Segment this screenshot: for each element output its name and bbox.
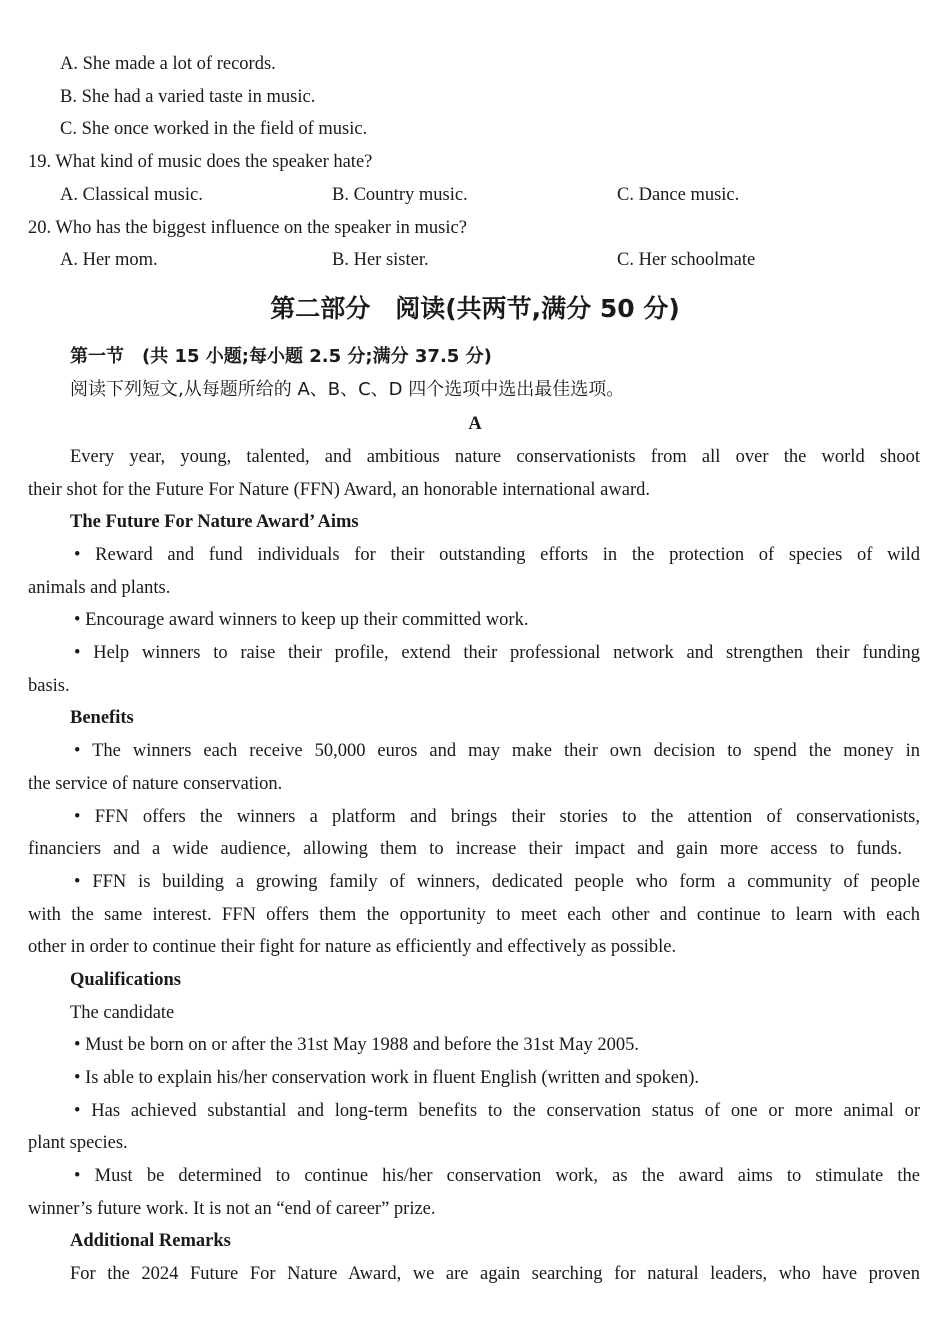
aims-heading: The Future For Nature Award’ Aims — [70, 512, 359, 532]
qualifications-line-3: • Is able to explain his/her conservation work in fluent English (written and spoken). — [74, 1068, 700, 1088]
benefits-heading: Benefits — [70, 708, 134, 728]
aims-line-5: basis. — [28, 676, 70, 696]
aims-line-3: • Encourage award winners to keep up their committed work. — [74, 610, 529, 630]
q20-option-a: A. Her mom. — [60, 250, 158, 270]
qualifications-line-1: The candidate — [70, 1003, 175, 1023]
qualifications-line-6: • Must be determined to continue his/her conservation work, as the award aims to stimulate the — [74, 1166, 920, 1186]
q20-option-c: C. Her schoolmate — [617, 250, 756, 270]
aims-line-4: • Help winners to raise their profile, extend their professional network and strengthen their funding — [74, 643, 920, 663]
q19-option-a: A. Classical music. — [60, 185, 203, 205]
qualifications-heading: Qualifications — [70, 970, 182, 990]
benefits-line-2: the service of nature conservation. — [28, 774, 283, 794]
benefits-line-5: • FFN is building a growing family of winners, dedicated people who form a community of people — [74, 872, 920, 892]
passage-label: A — [468, 414, 482, 434]
q18-option-b: B. She had a varied taste in music. — [60, 87, 316, 107]
part2-title: 第二部分 阅读(共两节,满分 50 分) — [270, 294, 680, 323]
section1-title: 第一节 (共 15 小题;每小题 2.5 分;满分 37.5 分) — [70, 346, 492, 367]
q19-option-b: B. Country music. — [332, 185, 468, 205]
q18-option-a: A. She made a lot of records. — [60, 54, 276, 74]
benefits-line-3: • FFN offers the winners a platform and brings their stories to the attention of conservationists, — [74, 807, 920, 827]
aims-line-2: animals and plants. — [28, 578, 171, 598]
instructions: 阅读下列短文,从每题所给的 A、B、C、D 四个选项中选出最佳选项。 — [70, 379, 625, 400]
benefits-line-7: other in order to continue their fight for nature as efficiently and effectively as possible. — [28, 937, 677, 957]
q18-option-c: C. She once worked in the field of music. — [60, 119, 368, 139]
aims-line-1: • Reward and fund individuals for their outstanding efforts in the protection of species of wild — [74, 545, 920, 565]
remarks-line-1: For the 2024 Future For Nature Award, we are again searching for natural leaders, who have proven — [70, 1264, 920, 1284]
qualifications-line-4: • Has achieved substantial and long-term benefits to the conservation status of one or more animal or — [74, 1101, 920, 1121]
qualifications-line-2: • Must be born on or after the 31st May 1988 and before the 31st May 2005. — [74, 1035, 639, 1055]
benefits-line-1: • The winners each receive 50,000 euros and may make their own decision to spend the money in — [74, 741, 920, 761]
benefits-line-4: financiers and a wide audience, allowing them to increase their impact and gain more access to funds. — [28, 839, 902, 859]
benefits-line-6: with the same interest. FFN offers them the opportunity to meet each other and continue to learn with each — [28, 905, 920, 925]
q19-option-c: C. Dance music. — [617, 185, 740, 205]
q20-question: 20. Who has the biggest influence on the speaker in music? — [28, 218, 467, 238]
qualifications-line-5: plant species. — [28, 1133, 128, 1153]
q20-option-b: B. Her sister. — [332, 250, 429, 270]
intro-line-2: their shot for the Future For Nature (FFN) Award, an honorable international award. — [28, 480, 650, 500]
q19-question: 19. What kind of music does the speaker hate? — [28, 152, 373, 172]
qualifications-line-7: winner’s future work. It is not an “end of career” prize. — [28, 1199, 436, 1219]
intro-line-1: Every year, young, talented, and ambitious nature conservationists from all over the world shoot — [70, 447, 920, 467]
remarks-heading: Additional Remarks — [70, 1231, 231, 1251]
